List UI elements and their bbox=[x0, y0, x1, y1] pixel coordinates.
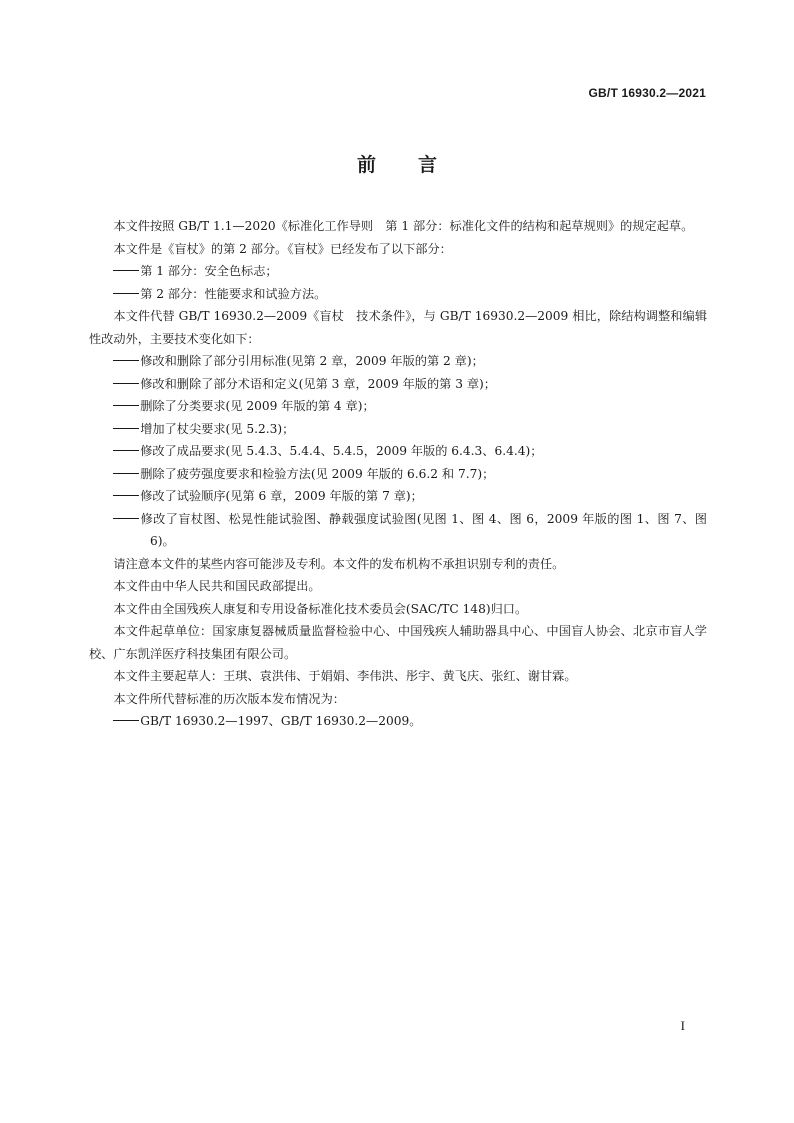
title-char-2: 言 bbox=[418, 154, 438, 176]
paragraph-proposer: 本文件由中华人民共和国民政部提出。 bbox=[113, 579, 321, 593]
dash-marker bbox=[113, 473, 139, 474]
paragraph-patent-notice: 请注意本文件的某些内容可能涉及专利。本文件的发布机构不承担识别专利的责任。 bbox=[113, 556, 565, 571]
dash-marker bbox=[113, 360, 139, 361]
dash-marker bbox=[113, 518, 139, 519]
page-number: I bbox=[680, 1018, 685, 1033]
title-char-1: 前 bbox=[356, 154, 376, 176]
foreword-body bbox=[89, 215, 707, 733]
paragraph-parts-intro: 本文件是《盲杖》的第 2 部分。《盲杖》已经发布了以下部分： bbox=[113, 241, 452, 256]
list-item: GB/T 16930.2—1997、GB/T 16930.2—2009。 bbox=[89, 710, 707, 733]
standard-number: GB/T 16930.2—2021 bbox=[588, 86, 706, 100]
dash-marker bbox=[113, 428, 139, 429]
dash-marker bbox=[113, 450, 139, 451]
list-item: 第 1 部分：安全色标志； bbox=[89, 260, 707, 283]
list-item: 增加了杖尖要求(见 5.2.3)； bbox=[89, 418, 707, 441]
list-item: 删除了疲劳强度要求和检验方法(见 2009 年版的 6.6.2 和 7.7)； bbox=[89, 463, 707, 486]
dash-marker bbox=[113, 495, 139, 496]
page-title bbox=[0, 150, 794, 177]
paragraph-history-intro: 本文件所代替标准的历次版本发布情况为： bbox=[113, 691, 345, 706]
paragraph-drafting-basis: 本文件按照 GB/T 1.1—2020《标准化工作导则 第 1 部分：标准化文件的结构和起草规则》的规定起草。 bbox=[113, 219, 694, 233]
list-item: 删除了分类要求(见 2009 年版的第 4 章)； bbox=[89, 395, 707, 418]
paragraph-replacement: 本文件代替 GB/T 16930.2—2009《盲杖 技术条件》，与 GB/T 16930.2—2009 相比，除结构调整和编辑性改动外，主要技术变化如下： bbox=[89, 309, 707, 346]
dash-marker bbox=[113, 383, 139, 384]
dash-marker bbox=[113, 293, 139, 294]
paragraph-drafters: 本文件主要起草人：王琪、袁洪伟、于娟娟、李伟洪、彤宇、黄飞庆、张红、谢甘霖。 bbox=[113, 669, 577, 683]
list-item: 第 2 部分：性能要求和试验方法。 bbox=[89, 283, 707, 306]
dash-marker bbox=[113, 405, 139, 406]
list-item: 修改和删除了部分引用标准(见第 2 章，2009 年版的第 2 章)； bbox=[89, 350, 707, 373]
list-item: 修改了成品要求(见 5.4.3、5.4.4、5.4.5，2009 年版的 6.4.3、6.4.4)； bbox=[89, 440, 707, 463]
paragraph-administrator: 本文件由全国残疾人康复和专用设备标准化技术委员会(SAC/TC 148)归口。 bbox=[113, 601, 528, 616]
list-item: 修改了试验顺序(见第 6 章，2009 年版的第 7 章)； bbox=[89, 485, 707, 508]
dash-marker bbox=[113, 270, 139, 271]
dash-marker bbox=[113, 720, 139, 721]
list-item: 修改和删除了部分术语和定义(见第 3 章，2009 年版的第 3 章)； bbox=[89, 373, 707, 396]
list-item: 修改了盲杖图、松晃性能试验图、静载强度试验图(见图 1、图 4、图 6，2009 年版的图 1、图 7、图 6)。 bbox=[89, 508, 707, 553]
paragraph-drafting-units: 本文件起草单位：国家康复器械质量监督检验中心、中国残疾人辅助器具中心、中国盲人协会、北京市盲人学校、广东凯洋医疗科技集团有限公司。 bbox=[89, 624, 707, 661]
